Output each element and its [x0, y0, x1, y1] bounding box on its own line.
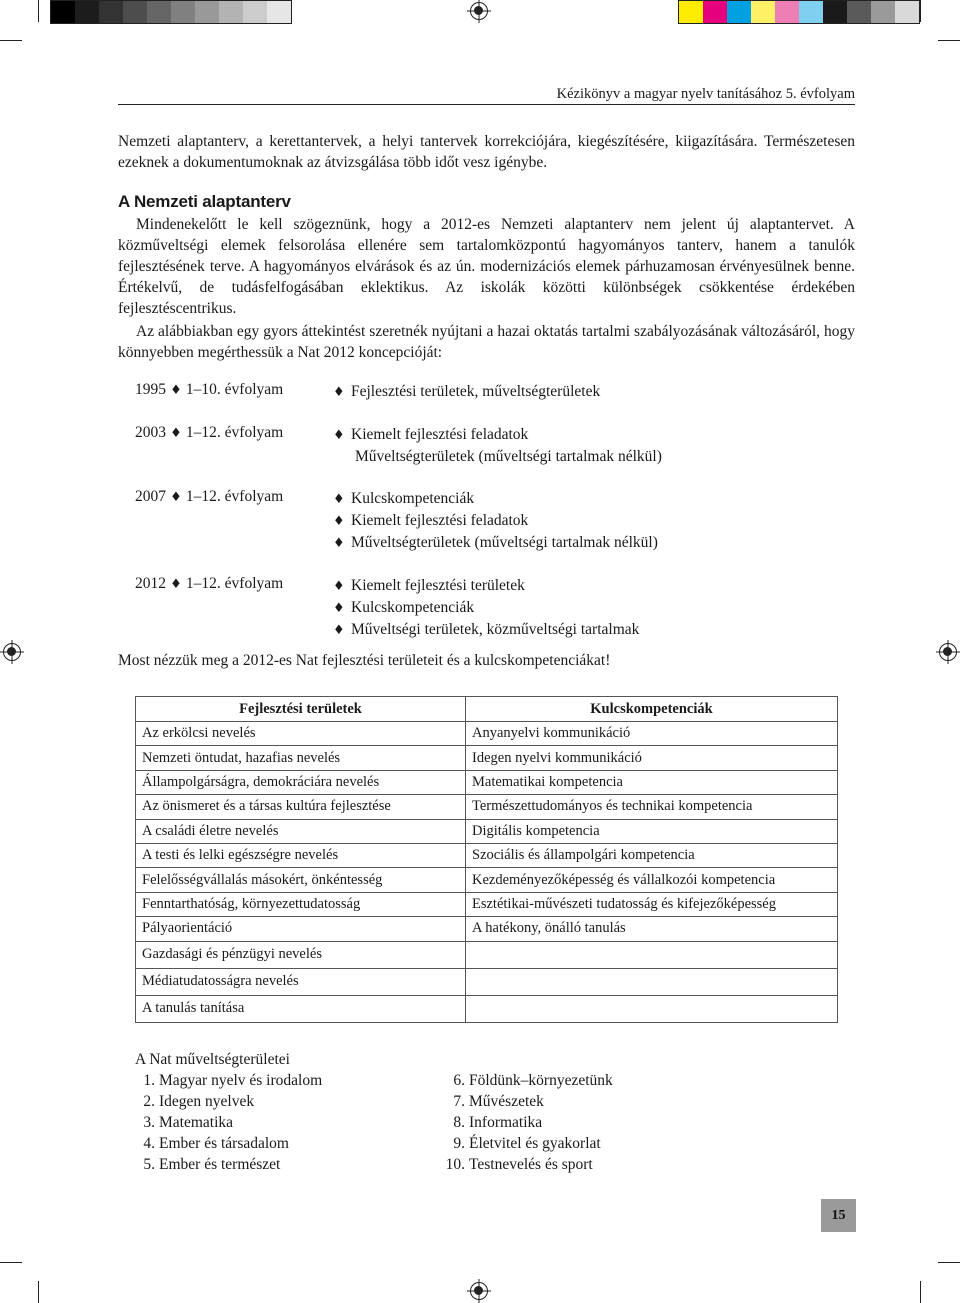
table-header-row [136, 697, 838, 722]
timeline-item: ♦ Kiemelt fejlesztési feladatok [333, 510, 855, 532]
subject-item: 9. Életvitel és gyakorlat [453, 1135, 601, 1152]
timeline-item: ♦ Fejlesztési területek, műveltségterületek [333, 381, 855, 403]
subject-item: 8. Informatika [453, 1114, 543, 1131]
color-swatch [799, 1, 823, 23]
diamond-bullet-icon: ♦ [333, 623, 345, 638]
timeline-row [135, 575, 855, 641]
color-swatch [847, 1, 871, 23]
key-competence-cell [466, 995, 838, 1022]
diamond-bullet-icon: ♦ [333, 536, 345, 551]
grayscale-color-bar [50, 0, 292, 24]
timeline-item: ♦ Kulcskompetenciák [333, 488, 855, 510]
timeline-item: ♦ Kiemelt fejlesztési területek [333, 575, 855, 597]
key-competence-cell: Természettudományos és technikai kompetencia [466, 795, 838, 819]
key-competence-cell: Esztétikai-művészeti tudatosság és kifejezőképesség [466, 892, 838, 916]
crop-mark [920, 0, 921, 22]
registration-mark-icon [470, 2, 488, 20]
timeline-year: 1995 ♦ 1–10. évfolyam [135, 381, 284, 398]
subject-item: 1. Magyar nyelv és irodalom [143, 1072, 323, 1089]
subject-item: 2. Idegen nyelvek [143, 1093, 255, 1110]
key-competence-cell: Szociális és állampolgári kompetencia [466, 843, 838, 867]
color-swatch [775, 1, 799, 23]
section-heading: A Nemzeti alaptanterv [118, 192, 291, 211]
crop-mark [938, 40, 960, 41]
key-competence-cell: Digitális kompetencia [466, 819, 838, 843]
timeline-row [135, 381, 855, 403]
header-rule [118, 104, 855, 105]
development-area-cell: A családi életre nevelés [136, 819, 466, 843]
subject-column [135, 1070, 322, 1175]
timeline-year: 2003 ♦ 1–12. évfolyam [135, 424, 284, 441]
diamond-bullet-icon: ♦ [166, 490, 186, 505]
subject-item: 6. Földünk–környezetünk [453, 1072, 613, 1089]
color-swatch [123, 1, 147, 23]
crop-mark [38, 1281, 39, 1303]
color-swatch [243, 1, 267, 23]
key-competence-cell: A hatékony, önálló tanulás [466, 917, 838, 941]
color-swatch [195, 1, 219, 23]
color-swatch [895, 1, 919, 23]
table-row [136, 917, 838, 941]
section-paragraph: Az alábbiakban egy gyors áttekintést szeretnék nyújtani a hazai oktatás tartalmi szabályozásának változásáról, hogy könnyebben megérthessük a Nat 2012 koncepcióját: [118, 323, 855, 361]
development-area-cell: Gazdasági és pénzügyi nevelés [136, 941, 466, 968]
development-area-cell: Az önismeret és a társas kultúra fejlesztése [136, 795, 466, 819]
color-swatch [871, 1, 895, 23]
crop-mark [38, 0, 39, 22]
subject-item: 5. Ember és természet [143, 1156, 281, 1173]
development-area-cell: A tanulás tanítása [136, 995, 466, 1022]
timeline-item: ♦ Műveltségi területek, közműveltségi tartalmak [333, 619, 855, 641]
section-paragraph: Mindenekelőtt le kell szögeznünk, hogy a 2012-es Nemzeti alaptanterv nem jelent új alaptantervet. A közműveltségi elemek felsorolása ellenére sem tartalomközpontú hagyományos tanterv, hanem a tanulók fejlesztésének terve. A hagyományos elvárások és az ún. modernizációs elemek párhuzamosan érvényesülnek benne. Értékelvű, de tudásfelfogásában eklektikus. Az iskolák közötti különbségek csökkentése érdekében fejlesztéscentrikus. [118, 216, 855, 317]
table-row [136, 795, 838, 819]
timeline-year: 2012 ♦ 1–12. évfolyam [135, 575, 284, 592]
registration-mark-icon [3, 643, 21, 661]
crop-mark [938, 1262, 960, 1263]
subject-areas-list [135, 1049, 613, 1173]
color-swatch [751, 1, 775, 23]
registration-mark-icon [470, 1282, 488, 1300]
timeline-row [135, 488, 855, 554]
subject-item: 4. Ember és társadalom [143, 1135, 289, 1152]
subject-item: 7. Művészetek [453, 1093, 544, 1110]
table-row [136, 995, 838, 1022]
table-row [136, 843, 838, 867]
color-swatch [679, 1, 703, 23]
page-number: 15 [821, 1199, 856, 1232]
crop-mark [0, 40, 22, 41]
color-swatch [51, 1, 75, 23]
development-area-cell: Pályaorientáció [136, 917, 466, 941]
crop-mark [920, 1281, 921, 1303]
crop-mark [0, 1262, 22, 1263]
subject-list-title: A Nat műveltségterületei [135, 1051, 290, 1068]
subject-item: 10. Testnevelés és sport [445, 1156, 593, 1173]
table-row [136, 892, 838, 916]
table-row [136, 941, 838, 968]
timeline-item: ♦ Kulcskompetenciák [333, 597, 855, 619]
key-competence-cell: Matematikai kompetencia [466, 770, 838, 794]
timeline-item: ♦ Kiemelt fejlesztési feladatok [333, 424, 855, 446]
key-competence-cell [466, 968, 838, 995]
color-swatch [703, 1, 727, 23]
key-competence-cell: Anyanyelvi kommunikáció [466, 722, 838, 746]
column-header: Fejlesztési területek [136, 697, 466, 722]
development-area-cell: Médiatudatosságra nevelés [136, 968, 466, 995]
table-row [136, 722, 838, 746]
timeline-year: 2007 ♦ 1–12. évfolyam [135, 488, 284, 505]
diamond-bullet-icon: ♦ [166, 577, 186, 592]
color-swatch [823, 1, 847, 23]
subject-item: 3. Matematika [143, 1114, 234, 1131]
timeline-item: Műveltségterületek (műveltségi tartalmak nélkül) [355, 448, 662, 465]
color-swatch [219, 1, 243, 23]
diamond-bullet-icon: ♦ [333, 601, 345, 616]
key-competence-cell [466, 941, 838, 968]
development-area-cell: Állampolgárságra, demokráciára nevelés [136, 770, 466, 794]
development-area-cell: Az erkölcsi nevelés [136, 722, 466, 746]
table-row [136, 968, 838, 995]
color-swatch [75, 1, 99, 23]
development-area-cell: A testi és lelki egészségre nevelés [136, 843, 466, 867]
key-competence-cell: Kezdeményezőképesség és vállalkozói kompetencia [466, 868, 838, 892]
running-header: Kézikönyv a magyar nyelv tanításához 5. évfolyam [556, 86, 855, 102]
registration-mark-icon [939, 643, 957, 661]
color-swatch [147, 1, 171, 23]
diamond-bullet-icon: ♦ [333, 385, 345, 400]
timeline-item: ♦ Műveltségterületek (műveltségi tartalmak nélkül) [333, 532, 855, 554]
table-row [136, 770, 838, 794]
diamond-bullet-icon: ♦ [333, 514, 345, 529]
intro-paragraph: Nemzeti alaptanterv, a kerettantervek, a helyi tantervek korrekciójára, kiegészítésére, kiigazítására. Természetesen ezeknek a dokumentumoknak az átvizsgálása több időt vesz igénybe. [118, 133, 855, 171]
diamond-bullet-icon: ♦ [333, 492, 345, 507]
development-area-cell: Nemzeti öntudat, hazafias nevelés [136, 746, 466, 770]
table-intro: Most nézzük meg a 2012-es Nat fejlesztési területeit és a kulcskompetenciákat! [118, 652, 611, 669]
table-row [136, 868, 838, 892]
development-area-cell: Fenntarthatóság, környezettudatosság [136, 892, 466, 916]
curriculum-timeline [135, 381, 855, 641]
subject-column [445, 1070, 613, 1175]
color-swatch [99, 1, 123, 23]
process-color-bar [678, 0, 920, 24]
column-header: Kulcskompetenciák [466, 697, 838, 722]
diamond-bullet-icon: ♦ [333, 579, 345, 594]
diamond-bullet-icon: ♦ [166, 383, 186, 398]
color-swatch [267, 1, 291, 23]
competency-table [135, 696, 838, 1023]
color-swatch [171, 1, 195, 23]
development-area-cell: Felelősségvállalás másokért, önkéntesség [136, 868, 466, 892]
timeline-row [135, 424, 855, 467]
diamond-bullet-icon: ♦ [333, 428, 345, 443]
key-competence-cell: Idegen nyelvi kommunikáció [466, 746, 838, 770]
table-row [136, 746, 838, 770]
color-swatch [727, 1, 751, 23]
diamond-bullet-icon: ♦ [166, 426, 186, 441]
table-row [136, 819, 838, 843]
